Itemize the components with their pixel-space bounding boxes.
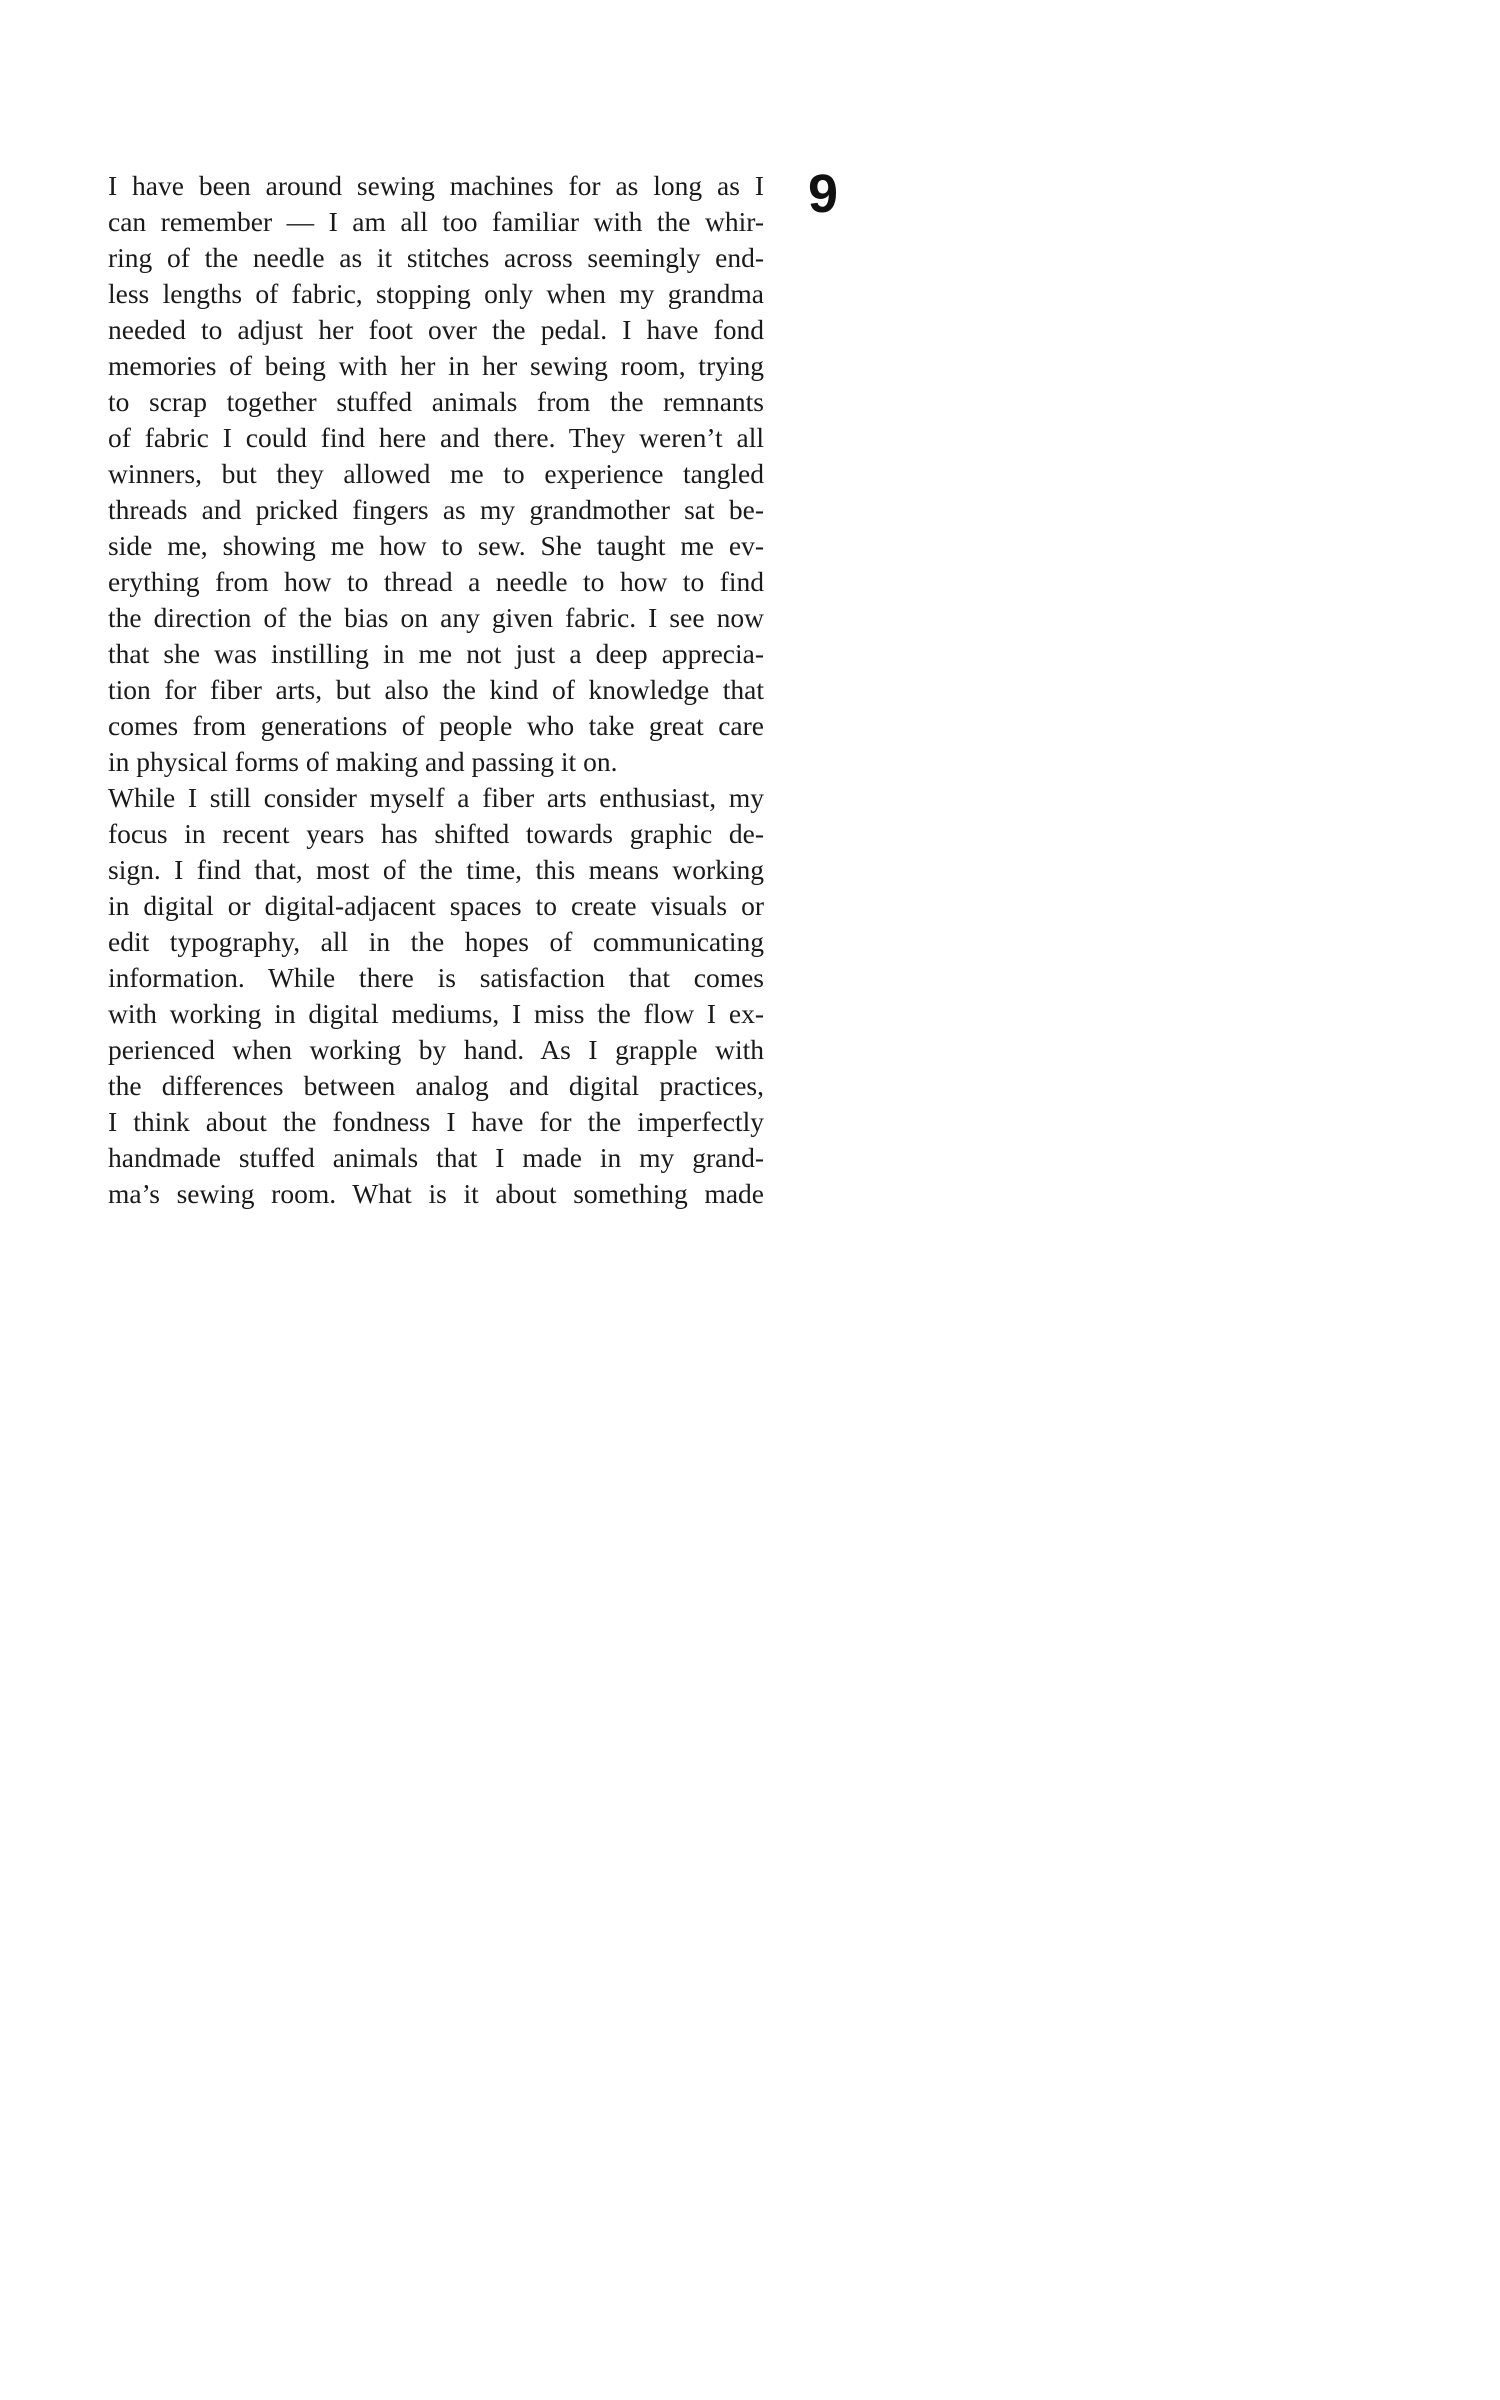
page xyxy=(0,0,960,1536)
text-line: with working in digital mediums, I miss the flow I ex- xyxy=(108,998,764,1029)
paragraph-2 xyxy=(108,780,764,1212)
text-line: ring of the needle as it stitches across seemingly end- xyxy=(108,242,764,273)
text-line: tion for fiber arts, but also the kind of knowledge that xyxy=(108,674,764,705)
text-line: the differences between analog and digital practices, xyxy=(108,1070,764,1101)
text-line: edit typography, all in the hopes of communicating xyxy=(108,926,764,957)
text-line: less lengths of fabric, stopping only when my grandma xyxy=(108,278,764,309)
text-line: ma’s sewing room. What is it about something made xyxy=(108,1178,764,1209)
text-line: winners, but they allowed me to experience tangled xyxy=(108,458,764,489)
text-line: can remember — I am all too familiar with the whir- xyxy=(108,206,764,237)
text-line: the direction of the bias on any given fabric. I see now xyxy=(108,602,764,633)
paragraph-1 xyxy=(108,168,764,780)
text-line: of fabric I could find here and there. They weren’t all xyxy=(108,422,764,453)
text-line: needed to adjust her foot over the pedal. I have fond xyxy=(108,314,764,345)
text-line: threads and pricked fingers as my grandmother sat be- xyxy=(108,494,764,525)
text-line: sign. I find that, most of the time, this means working xyxy=(108,854,764,885)
text-line: to scrap together stuffed animals from the remnants xyxy=(108,386,764,417)
text-line: erything from how to thread a needle to how to find xyxy=(108,566,764,597)
text-line: memories of being with her in her sewing room, trying xyxy=(108,350,764,381)
text-line: handmade stuffed animals that I made in my grand- xyxy=(108,1142,764,1173)
text-line: I have been around sewing machines for as long as I xyxy=(108,170,764,201)
text-line: perienced when working by hand. As I grapple with xyxy=(108,1034,764,1065)
text-line: comes from generations of people who take great care xyxy=(108,710,764,741)
text-line: information. While there is satisfaction that comes xyxy=(108,962,764,993)
text-line: I think about the fondness I have for the imperfectly xyxy=(108,1106,764,1137)
page-number: 9 xyxy=(808,164,839,224)
text-line: in physical forms of making and passing it on. xyxy=(108,746,618,777)
text-line: While I still consider myself a fiber arts enthusiast, my xyxy=(108,782,764,813)
text-line: focus in recent years has shifted towards graphic de- xyxy=(108,818,764,849)
text-line: that she was instilling in me not just a deep apprecia- xyxy=(108,638,764,669)
text-line: side me, showing me how to sew. She taught me ev- xyxy=(108,530,764,561)
body-text xyxy=(108,168,764,1212)
text-line: in digital or digital-adjacent spaces to create visuals or xyxy=(108,890,764,921)
